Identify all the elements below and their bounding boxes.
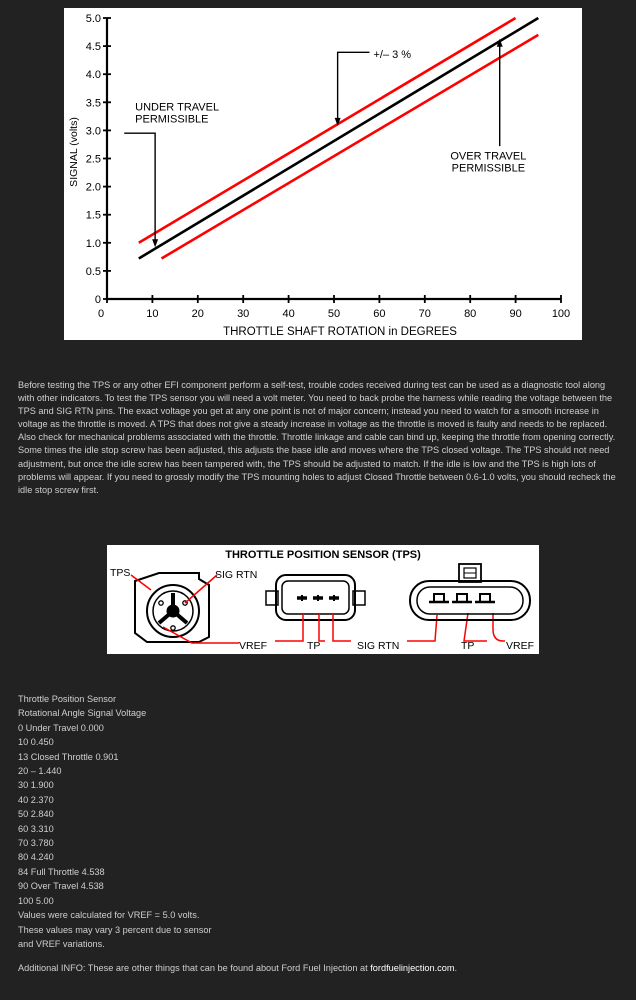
voltage-table xyxy=(18,692,418,951)
x-tick-label: 90 xyxy=(509,308,522,320)
voltage-table-line: 80 4.240 xyxy=(18,852,54,863)
additional-info-text: Additional INFO: These are other things that can be found about Ford Fuel Injection at xyxy=(18,963,371,973)
annotation-line: UNDER TRAVEL xyxy=(135,101,220,114)
voltage-table-line: 13 Closed Throttle 0.901 xyxy=(18,751,119,762)
annotation-under xyxy=(135,102,219,126)
voltage-table-line: 100 5.00 xyxy=(18,895,54,906)
y-tick-label: 4.0 xyxy=(85,69,101,82)
fordfuelinjection-link[interactable]: fordfuelinjection.com xyxy=(370,963,455,973)
y-tick-label: 4.5 xyxy=(85,41,101,54)
sensor-plug-drawing xyxy=(410,564,530,620)
x-tick-label: 50 xyxy=(327,308,341,320)
x-tick-label: 10 xyxy=(146,308,159,320)
y-tick-label: 2.0 xyxy=(85,181,101,194)
label-tp-2: TP xyxy=(461,640,475,652)
y-tick-label: 1.5 xyxy=(85,209,101,222)
x-tick-label: 30 xyxy=(237,308,250,320)
diagram-svg xyxy=(107,545,539,654)
voltage-table-line: 90 Over Travel 4.538 xyxy=(18,881,104,892)
x-tick-label: 20 xyxy=(191,308,204,320)
annotation-over xyxy=(450,151,526,175)
label-sig-rtn-bottom: SIG RTN xyxy=(357,640,400,652)
annotation-line: PERMISSIBLE xyxy=(451,162,526,175)
y-tick-label: 0 xyxy=(94,294,101,306)
x-tick-label: 40 xyxy=(282,308,295,320)
y-tick-label: 3.0 xyxy=(85,125,101,138)
y-tick-label: 5.0 xyxy=(85,13,101,25)
y-tick-label: 3.5 xyxy=(85,97,101,110)
label-sig-rtn-top: SIG RTN xyxy=(215,569,258,581)
x-tick-label: 0 xyxy=(97,308,105,320)
label-tps: TPS xyxy=(110,567,131,579)
voltage-table-line: 70 3.780 xyxy=(18,838,54,849)
voltage-table-line: 30 1.900 xyxy=(18,780,54,791)
voltage-table-line: Rotational Angle Signal Voltage xyxy=(18,708,147,719)
additional-info xyxy=(18,963,624,973)
annotation-line: PERMISSIBLE xyxy=(135,113,209,126)
tps-testing-paragraph: Before testing the TPS or any other EFI component perform a self-test, trouble codes received during test can be used as a diagnostic tool along with other indicators. To test the TPS sensor you will need a volt meter. You need to back probe the harness while reading the voltage between the TPS and SIG RTN pins. The exact voltage you get at any one point is not of major concern; instead you need to watch for a smooth increase in voltage as the throttle is moved. A TPS that does not give a steady increase in voltage as the throttle is moved is faulty and needs to be replaced. Also check for mechanical problems associated with the throttle. Throttle linkage and cable can bind up, keeping the throttle from opening correctly. Some times the idle stop screw has been adjusted, this adjusts the base idle and moves where the TPS closed voltage. The TPS should not need adjustment, but once the idle screw has been tampered with, the TPS should be adjusted to match. If the idle is low and the TPS is high lots of problems will appear. If you need to grossly modify the TPS mounting holes to adjust Closed Throttle between 0.6-1.0 volts, you should recheck the idle stop screw first. xyxy=(18,380,616,495)
label-vref-2: VREF xyxy=(506,640,535,652)
voltage-table-line: 0 Under Travel 0.000 xyxy=(18,722,104,733)
tps-voltage-chart xyxy=(64,8,582,340)
annotation-line: OVER TRAVEL xyxy=(450,150,527,163)
chart-svg xyxy=(64,8,582,340)
voltage-table-line: 10 0.450 xyxy=(18,737,54,748)
tps-connector-diagram xyxy=(107,545,539,654)
x-axis-label: THROTTLE SHAFT ROTATION in DEGREES xyxy=(223,326,457,338)
annotation-tolerance xyxy=(373,49,411,61)
y-axis-label: SIGNAL (volts) xyxy=(68,117,80,187)
x-tick-label: 70 xyxy=(418,308,431,320)
harness-connector-drawing xyxy=(266,575,365,620)
voltage-table-line: 84 Full Throttle 4.538 xyxy=(18,866,105,877)
annotation-arrow xyxy=(124,133,155,243)
additional-info-end: . xyxy=(454,963,458,973)
voltage-table-line: 50 2.840 xyxy=(18,809,54,820)
x-tick-label: 60 xyxy=(373,308,386,320)
y-tick-label: 0.5 xyxy=(85,265,101,278)
voltage-table-line: 40 2.370 xyxy=(18,794,54,805)
x-tick-label: 100 xyxy=(551,308,571,320)
diagram-title: THROTTLE POSITION SENSOR (TPS) xyxy=(225,549,421,561)
chart-series xyxy=(139,18,539,259)
voltage-table-line: and VREF variations. xyxy=(18,938,105,949)
voltage-table-line: Throttle Position Sensor xyxy=(18,694,117,704)
series-line-1 xyxy=(139,18,516,243)
y-tick-label: 2.5 xyxy=(85,153,101,166)
label-tp-1: TP xyxy=(307,640,321,652)
series-line-2 xyxy=(139,18,539,259)
x-tick-label: 80 xyxy=(464,308,477,320)
y-tick-label: 1.0 xyxy=(85,237,101,250)
annotation-line: +/– 3 % xyxy=(373,48,412,61)
voltage-table-line: 60 3.310 xyxy=(18,823,54,834)
label-vref-1: VREF xyxy=(239,640,268,652)
voltage-table-line: These values may vary 3 percent due to sensor xyxy=(18,924,212,935)
voltage-table-line: 20 – 1.440 xyxy=(18,766,62,777)
voltage-table-line: Values were calculated for VREF = 5.0 volts. xyxy=(18,910,200,921)
annotation-arrow xyxy=(338,52,370,121)
connector-leader-lines xyxy=(275,613,505,641)
series-line-3 xyxy=(162,35,539,259)
